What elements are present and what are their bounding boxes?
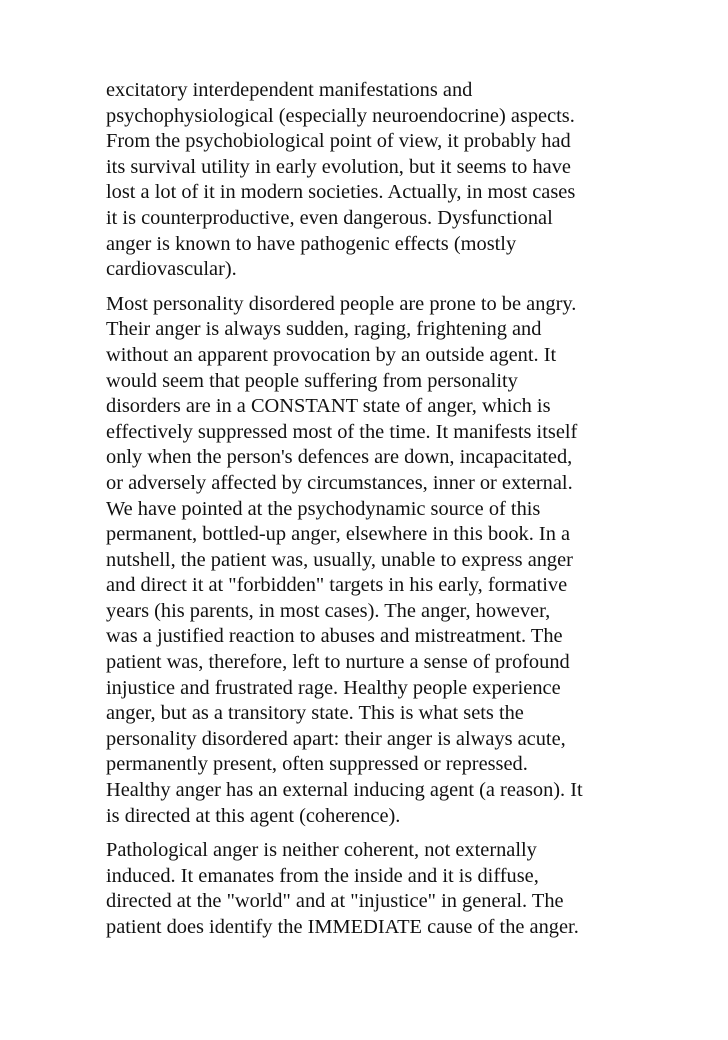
text-line: only when the person's defences are down, incapacitated, [106,446,573,469]
paragraph-2 [106,292,628,829]
text-line: was a justified reaction to abuses and mistreatment. The [106,625,563,648]
text-line: without an apparent provocation by an outside agent. It [106,343,557,366]
text-line: directed at the "world" and at "injustice" in general. The [106,890,564,913]
text-line: is directed at this agent (coherence). [106,804,401,827]
paragraph-3 [106,838,628,940]
text-line: Most personality disordered people are prone to be angry. [106,292,577,315]
paragraph-1 [106,78,628,283]
text-line: its survival utility in early evolution, but it seems to have [106,155,571,178]
text-line: effectively suppressed most of the time. It manifests itself [106,420,578,443]
text-line: nutshell, the patient was, usually, unable to express anger [106,548,573,571]
text-line: disorders are in a CONSTANT state of anger, which is [106,395,551,418]
text-line: and direct it at "forbidden" targets in his early, formative [106,574,568,597]
text-line: From the psychobiological point of view, it probably had [106,130,571,153]
body-text [106,78,628,950]
text-line: it is counterproductive, even dangerous. Dysfunctional [106,206,553,229]
text-line: Pathological anger is neither coherent, not externally [106,839,537,862]
text-line: patient does identify the IMMEDIATE cause of the anger. [106,916,579,938]
text-line: patient was, therefore, left to nurture a sense of profound [106,651,570,674]
text-line: psychophysiological (especially neuroendocrine) aspects. [106,104,575,127]
text-line: Healthy anger has an external inducing agent (a reason). It [106,779,583,802]
text-line: Their anger is always sudden, raging, frightening and [106,318,542,341]
text-line: lost a lot of it in modern societies. Actually, in most cases [106,181,576,204]
text-line: injustice and frustrated rage. Healthy people experience [106,676,561,699]
text-line: permanent, bottled-up anger, elsewhere in this book. In a [106,523,571,546]
text-line: anger, but as a transitory state. This is what sets the [106,702,524,725]
text-line: or adversely affected by circumstances, inner or external. [106,471,573,494]
text-line: personality disordered apart: their anger is always acute, [106,727,566,750]
text-line: years (his parents, in most cases). The anger, however, [106,599,551,622]
text-line: cardiovascular). [106,258,237,281]
text-line: excitatory interdependent manifestations and [106,79,473,101]
text-line: anger is known to have pathogenic effects (mostly [106,232,517,255]
text-line: permanently present, often suppressed or repressed. [106,753,528,776]
text-line: We have pointed at the psychodynamic source of this [106,497,541,520]
text-line: would seem that people suffering from personality [106,369,518,392]
text-line: induced. It emanates from the inside and it is diffuse, [106,864,539,887]
